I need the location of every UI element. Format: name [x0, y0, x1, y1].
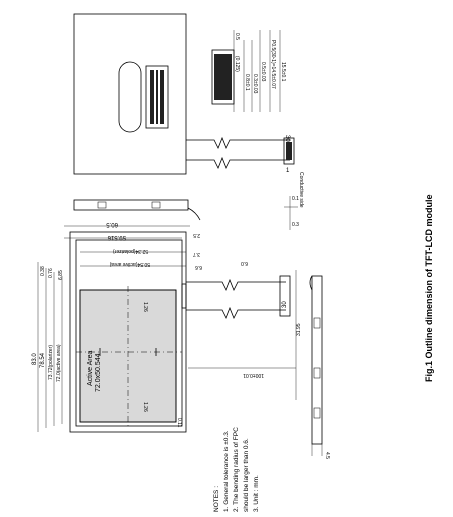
side-view-fpc-bend — [188, 208, 200, 220]
fpc-top-edge — [186, 138, 290, 148]
pitch-1.26-bottom: 1.26 — [142, 402, 148, 412]
connector-detail — [212, 30, 286, 112]
polarizer-width-label: 52.34(polarizer) — [112, 248, 148, 254]
fpc-contact-pads — [286, 142, 292, 160]
conn-dim-0.125: (0.125) — [234, 56, 240, 72]
pitch-1.26-top: 1.26 — [142, 302, 148, 312]
barcode-icon — [150, 70, 164, 124]
note-line-3: should be larger than 0.6. — [243, 438, 250, 512]
rear-view — [74, 14, 304, 208]
glass-height-label: 78.54 — [40, 352, 46, 368]
offset-0.38-label: 0.38 — [40, 266, 46, 276]
offset-2.5-label: 2.5 — [193, 232, 200, 238]
note-line-4: 3. Unit : mm. — [253, 475, 260, 512]
note-line-2: 2. The bending radius of FPC — [233, 427, 240, 512]
rear-rounded-label — [119, 62, 141, 132]
conn-dim-0.3: 0.3±0.03 — [252, 74, 258, 94]
tol-0.1-label: 0.1 — [292, 196, 299, 202]
front-pin-30-label: 30 — [282, 301, 288, 308]
conn-dim-pitch-total: P0.5(30-1)=14.5±0.07 — [270, 40, 276, 89]
notes-title: NOTES : — [213, 485, 220, 512]
notes-block — [213, 427, 260, 512]
front-fpc-bottom-edge — [186, 308, 286, 318]
tol-0.3-label: 0.3 — [292, 222, 299, 228]
right-side-tab-1 — [314, 318, 320, 328]
outer-height-label: 83.0 — [32, 353, 38, 365]
glass-width-label: 59.516 — [107, 234, 126, 240]
fpc-pin-1-label: 1 — [286, 168, 290, 174]
side-view-body — [74, 200, 188, 210]
side-view-tab-right — [152, 202, 160, 208]
fpc-width-label: 31.95 — [296, 323, 302, 336]
front-view — [32, 221, 330, 459]
side-view-tab-left — [98, 202, 106, 208]
active-width-label: 50.54(active area) — [109, 261, 150, 267]
right-side-tab-3 — [314, 408, 320, 418]
bottom-offset-label: 0.11 — [176, 418, 182, 428]
connector-detail-pins — [214, 54, 232, 100]
conductive-side-label: Conductive side — [298, 172, 304, 208]
note-line-1: 1. General tolerance is ±0.3. — [223, 430, 230, 512]
offset-3.7-label: 3.7 — [193, 251, 200, 257]
offset-0.76-label: 0.76 — [48, 268, 54, 278]
active-height-label: 72.0(active area) — [56, 344, 62, 382]
active-area-label: Active Area — [87, 350, 94, 386]
offset-6.85-label: 6.85 — [58, 270, 64, 280]
conn-dim-15.5: 15.5±0.1 — [280, 62, 286, 82]
thickness-label: 4.5 — [324, 452, 330, 459]
front-fpc-top-edge — [186, 280, 286, 290]
conn-dim-0.5: 0.5 — [234, 33, 240, 40]
fpc-pin-30-label: 30 — [284, 135, 290, 142]
rear-panel-outline — [74, 14, 186, 174]
outer-width-label: 60.5 — [106, 221, 118, 227]
fpc-reinforcement — [182, 284, 186, 308]
conn-dim-0.5-pitch: 0.5±0.03 — [260, 62, 266, 82]
right-side-tab-2 — [314, 368, 320, 378]
right-side-view — [312, 276, 322, 444]
figure-caption: Fig.1 Outline dimension of TFT-LCD module — [424, 194, 434, 382]
fpc-length-label: 100±0.01 — [243, 372, 264, 378]
conn-dim-0.8: 0.8±0.1 — [244, 74, 250, 91]
polarizer-height-label: 73.72(polarizer) — [48, 344, 54, 380]
fpc-offset-label: 6.0 — [241, 260, 248, 266]
offset-6.6-label: 6.6 — [195, 264, 202, 270]
active-area-size: 72.0x50.544 — [95, 353, 102, 392]
fpc-bottom-edge — [186, 158, 290, 168]
